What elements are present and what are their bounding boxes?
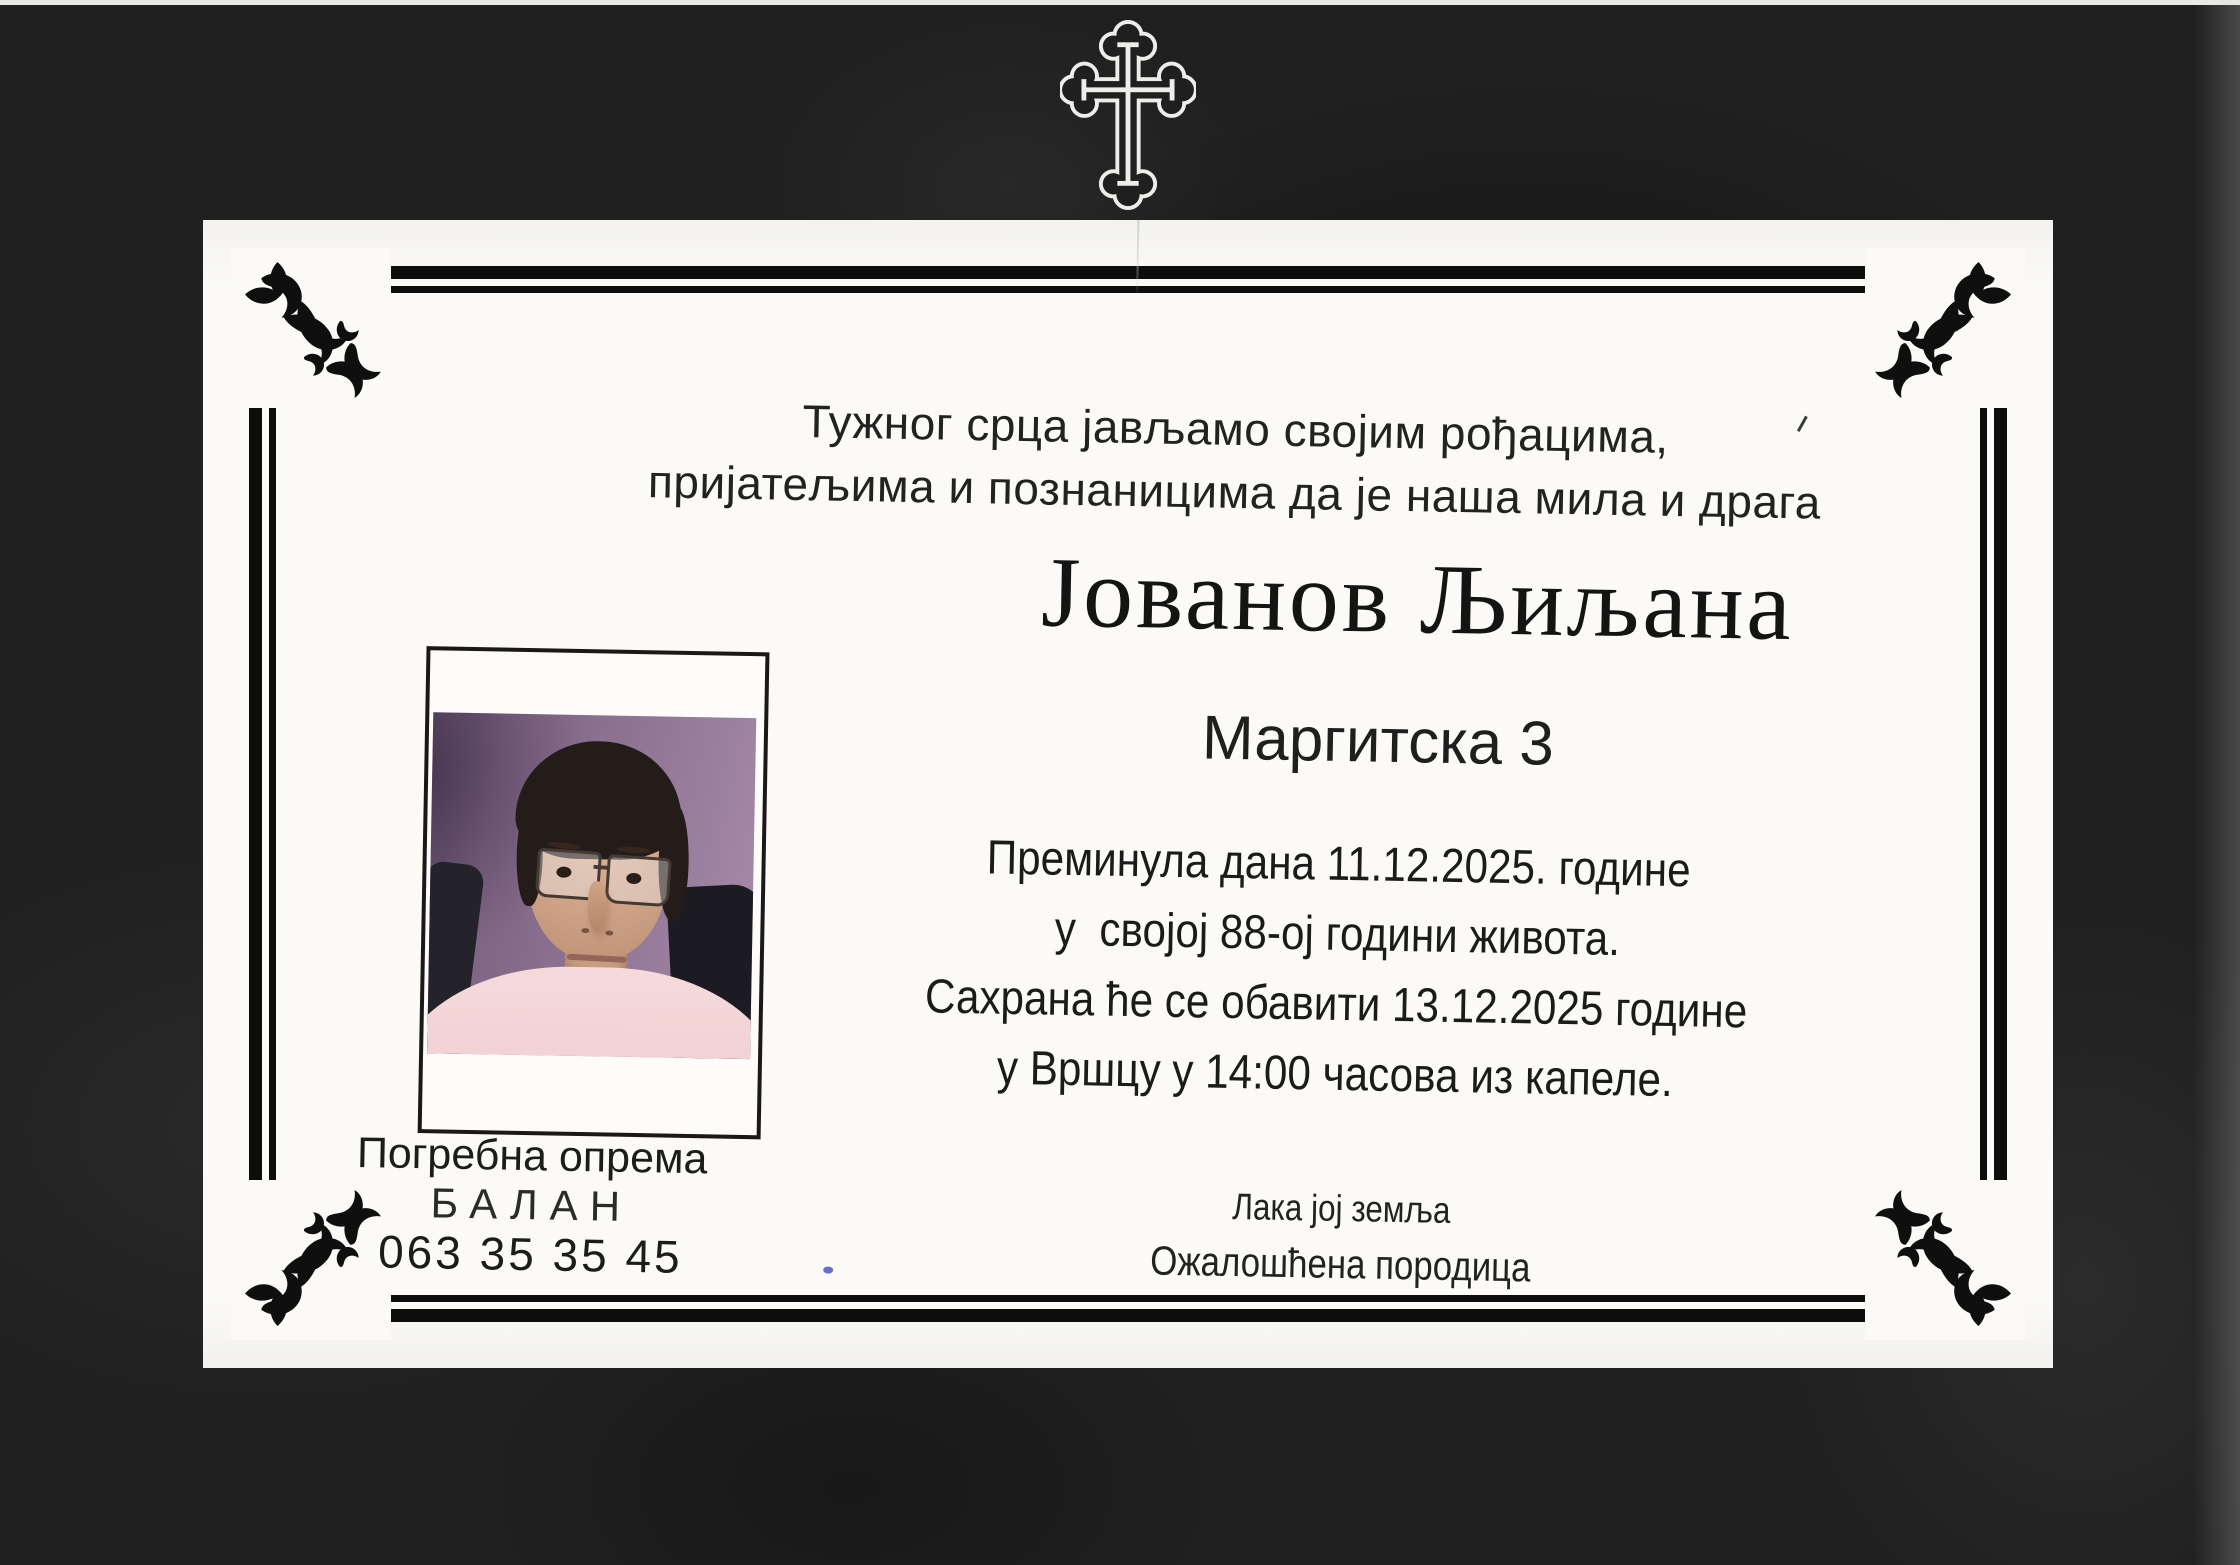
orthodox-cross-icon: [1060, 20, 1196, 210]
provider-label: Погребна опрема: [356, 1128, 708, 1184]
deceased-address: Маргитска 3: [1201, 703, 1555, 779]
death-and-funeral-details: [762, 819, 1911, 1120]
closing-line: Ожалошћена породица: [1149, 1237, 1531, 1291]
closing-block: [787, 1171, 1894, 1303]
photo-nostril: [581, 928, 589, 933]
deceased-photo-frame: [418, 646, 770, 1139]
detail-line: Сахрана ће се обавити 13.12.2025 године: [924, 970, 1748, 1039]
photo-eye: [556, 867, 571, 878]
intro-line: пријатељима и познаницима да је наша мила и драга: [647, 455, 1822, 529]
provider-name: БАЛАН: [430, 1179, 633, 1230]
photo-nostril: [605, 930, 613, 935]
closing-line: Лака јој земља: [1231, 1185, 1451, 1231]
scan-light-band: [2194, 0, 2240, 1565]
photo-eye: [626, 873, 641, 884]
photo-hair: [515, 740, 683, 861]
deceased-photo: [427, 712, 756, 1059]
detail-line: у Вршцу у 14:00 часова из капеле.: [996, 1041, 1674, 1108]
provider-phone: 063 35 35 45: [377, 1225, 684, 1283]
deceased-name: Јованов Љиљана: [1040, 536, 1795, 662]
intro-line: Тужног срца јављамо својим рођацима,: [802, 394, 1670, 463]
paper-crease-artifact: [1136, 220, 1139, 298]
detail-line: у својој 88-ој години живота.: [1054, 902, 1621, 967]
funeral-provider-block: [330, 1127, 733, 1283]
obituary-card: [203, 220, 2053, 1368]
announcement-intro: [534, 385, 1936, 537]
card-content: [192, 203, 2063, 1385]
scan-edge-artifact: [0, 0, 2240, 5]
cross-inner-lines: [1081, 42, 1174, 185]
detail-line: Преминула дана 11.12.2025. године: [986, 831, 1692, 898]
